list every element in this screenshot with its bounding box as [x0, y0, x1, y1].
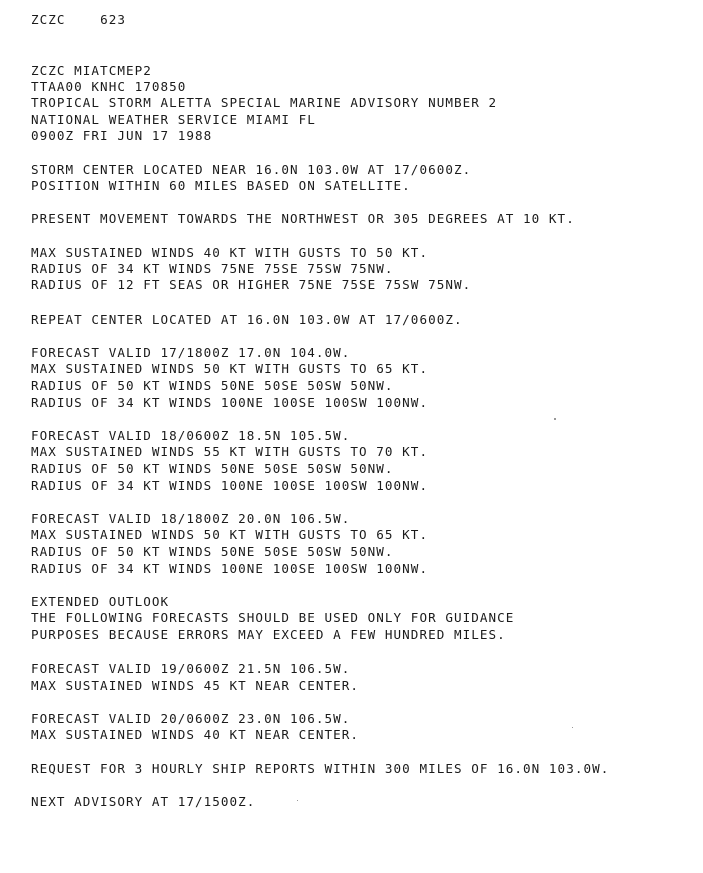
transmission-number: 623: [100, 12, 126, 27]
scan-speck: [572, 727, 573, 728]
forecast-2-valid: FORECAST VALID 18/0600Z 18.5N 105.5W.: [31, 428, 351, 443]
message-id: ZCZC MIATCMEP2: [31, 63, 152, 78]
extended-outlook-text: THE FOLLOWING FORECASTS SHOULD BE USED ONLY FOR GUIDANCE: [31, 610, 515, 625]
wind-radius-line: RADIUS OF 34 KT WINDS 75NE 75SE 75SW 75NW.: [31, 261, 394, 276]
storm-center-line: STORM CENTER LOCATED NEAR 16.0N 103.0W AT 17/0600Z.: [31, 162, 472, 177]
seas-radius-line: RADIUS OF 12 FT SEAS OR HIGHER 75NE 75SE 75SW 75NW.: [31, 277, 472, 292]
forecast-3-winds: MAX SUSTAINED WINDS 50 KT WITH GUSTS TO 65 KT.: [31, 527, 429, 542]
issue-time: 0900Z FRI JUN 17 1988: [31, 128, 213, 143]
extended-outlook-heading: EXTENDED OUTLOOK: [31, 594, 170, 609]
forecast-2-winds: MAX SUSTAINED WINDS 55 KT WITH GUSTS TO 70 KT.: [31, 444, 429, 459]
scan-speck: [297, 800, 298, 801]
forecast-3-valid: FORECAST VALID 18/1800Z 20.0N 106.5W.: [31, 511, 351, 526]
forecast-2-radius-34: RADIUS OF 34 KT WINDS 100NE 100SE 100SW 100NW.: [31, 478, 429, 493]
repeat-center-line: REPEAT CENTER LOCATED AT 16.0N 103.0W AT 17/0600Z.: [31, 312, 463, 327]
outlook-forecast-2-valid: FORECAST VALID 20/0600Z 23.0N 106.5W.: [31, 711, 351, 726]
advisory-title: TROPICAL STORM ALETTA SPECIAL MARINE ADVISORY NUMBER 2: [31, 95, 498, 110]
outlook-forecast-1-winds: MAX SUSTAINED WINDS 45 KT NEAR CENTER.: [31, 678, 360, 693]
max-winds-line: MAX SUSTAINED WINDS 40 KT WITH GUSTS TO 50 KT.: [31, 245, 429, 260]
position-accuracy-line: POSITION WITHIN 60 MILES BASED ON SATELLITE.: [31, 178, 411, 193]
transmission-header: [31, 12, 126, 27]
forecast-3-radius-50: RADIUS OF 50 KT WINDS 50NE 50SE 50SW 50NW.: [31, 544, 394, 559]
forecast-1-winds: MAX SUSTAINED WINDS 50 KT WITH GUSTS TO 65 KT.: [31, 361, 429, 376]
outlook-forecast-1-valid: FORECAST VALID 19/0600Z 21.5N 106.5W.: [31, 661, 351, 676]
forecast-1-valid: FORECAST VALID 17/1800Z 17.0N 104.0W.: [31, 345, 351, 360]
forecast-2-radius-50: RADIUS OF 50 KT WINDS 50NE 50SE 50SW 50NW.: [31, 461, 394, 476]
forecast-3-radius-34: RADIUS OF 34 KT WINDS 100NE 100SE 100SW 100NW.: [31, 561, 429, 576]
forecast-1-radius-34: RADIUS OF 34 KT WINDS 100NE 100SE 100SW 100NW.: [31, 395, 429, 410]
header-spacer: [66, 12, 101, 27]
forecast-1-radius-50: RADIUS OF 50 KT WINDS 50NE 50SE 50SW 50NW.: [31, 378, 394, 393]
next-advisory-line: NEXT ADVISORY AT 17/1500Z.: [31, 794, 256, 809]
outlook-forecast-2-winds: MAX SUSTAINED WINDS 40 KT NEAR CENTER.: [31, 727, 360, 742]
issuing-office: NATIONAL WEATHER SERVICE MIAMI FL: [31, 112, 316, 127]
movement-line: PRESENT MOVEMENT TOWARDS THE NORTHWEST OR 305 DEGREES AT 10 KT.: [31, 211, 575, 226]
transmission-code: ZCZC: [31, 12, 66, 27]
extended-outlook-text: PURPOSES BECAUSE ERRORS MAY EXCEED A FEW HUNDRED MILES.: [31, 627, 506, 642]
ship-request-line: REQUEST FOR 3 HOURLY SHIP REPORTS WITHIN 300 MILES OF 16.0N 103.0W.: [31, 761, 610, 776]
wmo-header: TTAA00 KNHC 170850: [31, 79, 187, 94]
scan-speck: [554, 418, 556, 420]
